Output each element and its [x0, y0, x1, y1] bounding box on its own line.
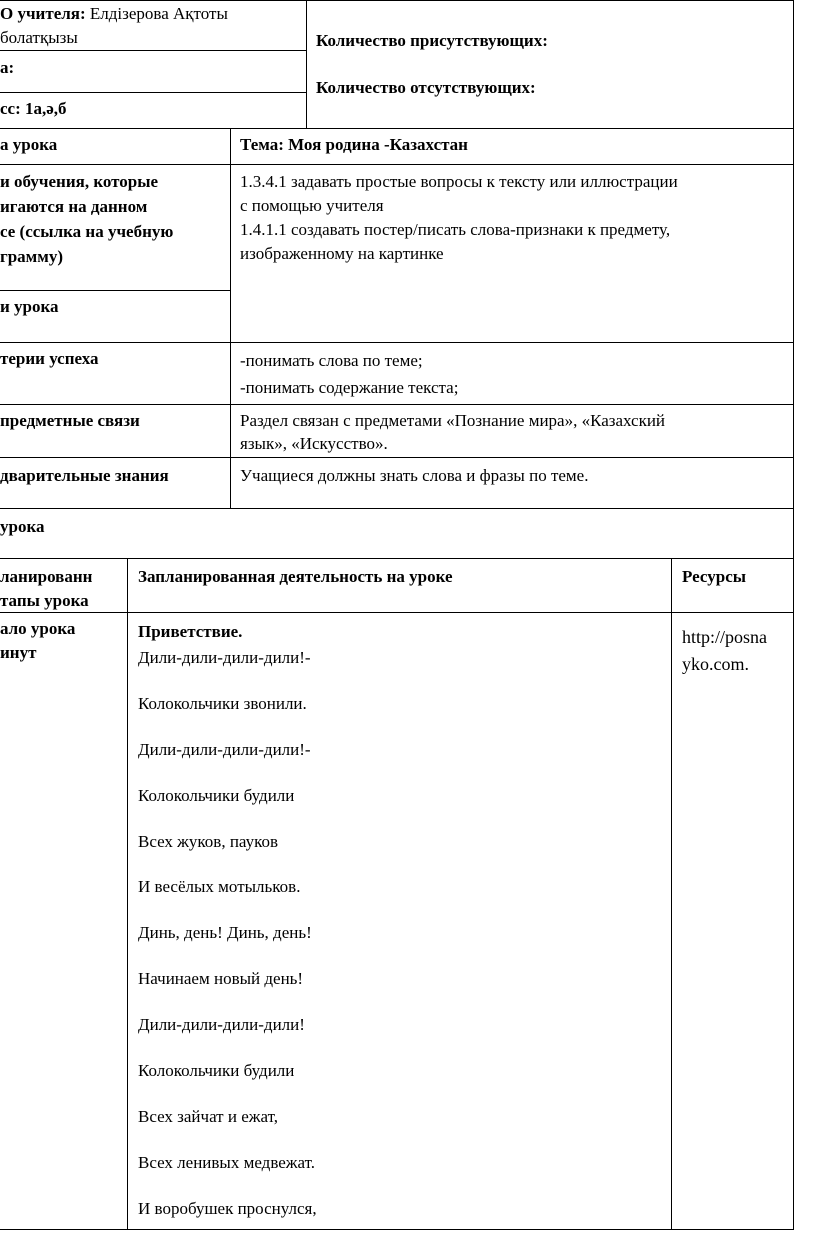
objective-1: 1.3.4.1 задавать простые вопросы к тексту или иллюстрации	[240, 172, 678, 191]
border-v-header	[306, 0, 307, 128]
border-h10	[0, 558, 794, 559]
links-text-2: язык», «Искусство».	[240, 434, 388, 453]
objective-2-cont: изображенному на картинке	[240, 244, 444, 263]
poem-line: Дили-дили-дили-дили!	[138, 1015, 305, 1035]
poem-line: Дили-дили-дили-дили!-	[138, 648, 311, 667]
poem-line: Колокольчики будили	[138, 785, 295, 805]
date-label: а:	[0, 58, 15, 77]
teacher-line-1	[0, 2, 228, 26]
poem-line: Всех ленивых медвежат.	[138, 1152, 316, 1172]
links-text-1: Раздел связан с предметами «Познание мира», «Казахский	[240, 411, 666, 430]
objectives-label-3: се (ссылка на учебную	[0, 222, 174, 241]
poem-line: И весёлых мотыльков.	[138, 877, 301, 897]
class-label: сс: 1а,ә,б	[0, 99, 67, 118]
poem-line: Колокольчики будили	[138, 1061, 295, 1081]
objective-1-cont: с помощью учителя	[240, 196, 384, 215]
activity-header: Запланированная деятельность на уроке	[138, 567, 453, 586]
border-h4	[0, 164, 794, 165]
border-h6	[0, 342, 794, 343]
poem-line: Начинаем новый день!	[138, 969, 304, 989]
objectives-label-4: грамму)	[0, 247, 63, 266]
border-v-resource	[671, 558, 672, 1230]
border-v-stage	[127, 558, 128, 1230]
greeting-poem	[138, 622, 668, 1234]
section-label: а урока	[0, 135, 58, 154]
prior-knowledge-label: дварительные знания	[0, 466, 169, 485]
teacher-name: Елдізерова Ақтоты	[89, 4, 228, 23]
lesson-topic: Тема: Моя родина -Казахстан	[240, 135, 468, 154]
poem-line: Колокольчики звонили.	[138, 693, 307, 713]
lesson-goal-label: и урока	[0, 297, 59, 316]
poem-line: Всех жуков, пауков	[138, 831, 279, 851]
border-h9	[0, 508, 794, 509]
lesson-course-label: урока	[0, 517, 45, 536]
objective-2: 1.4.1.1 создавать постер/писать слова-признаки к предмету,	[240, 220, 671, 239]
objectives-label-1: и обучения, которые	[0, 172, 159, 191]
prior-knowledge-text: Учащиеся должны знать слова и фразы по теме.	[240, 466, 589, 485]
success-criterion-2: -понимать содержание текста;	[240, 378, 459, 397]
stage-start-1: ало урока	[0, 619, 76, 638]
stage-start-2: инут	[0, 643, 37, 662]
resources-header: Ресурсы	[682, 567, 747, 586]
poem-line: Всех зайчат и ежат,	[138, 1106, 279, 1126]
teacher-label: О учителя:	[0, 4, 86, 23]
poem-line: Дили-дили-дили-дили!-	[138, 739, 311, 759]
stages-header-1: ланированн	[0, 567, 93, 586]
border-h3	[0, 128, 794, 129]
border-h7	[0, 404, 794, 405]
objectives-label-2: игаются на данном	[0, 197, 148, 216]
border-v-mid	[230, 128, 231, 508]
border-h11	[0, 612, 794, 613]
absent-count-label: Количество отсутствующих:	[316, 78, 536, 97]
present-count-label: Количество присутствующих:	[316, 31, 548, 50]
links-label: предметные связи	[0, 411, 140, 430]
stages-header-2: тапы урока	[0, 591, 89, 610]
border-h2	[0, 92, 306, 93]
border-h8	[0, 457, 794, 458]
border-top	[0, 0, 794, 1]
greeting-title: Приветствие.	[138, 622, 243, 641]
success-criteria-label: терии успеха	[0, 349, 99, 368]
resource-link-1[interactable]: http://posna	[682, 627, 767, 647]
poem-line: Динь, день! Динь, день!	[138, 923, 312, 943]
border-h5	[0, 290, 230, 291]
teacher-name-line-2: болатқызы	[0, 28, 78, 47]
poem-line: И воробушек проснулся,	[138, 1198, 317, 1218]
border-right	[793, 0, 794, 1230]
resource-link-2[interactable]: yko.com.	[682, 654, 749, 674]
success-criterion-1: -понимать слова по теме;	[240, 351, 423, 370]
border-h1	[0, 50, 306, 51]
